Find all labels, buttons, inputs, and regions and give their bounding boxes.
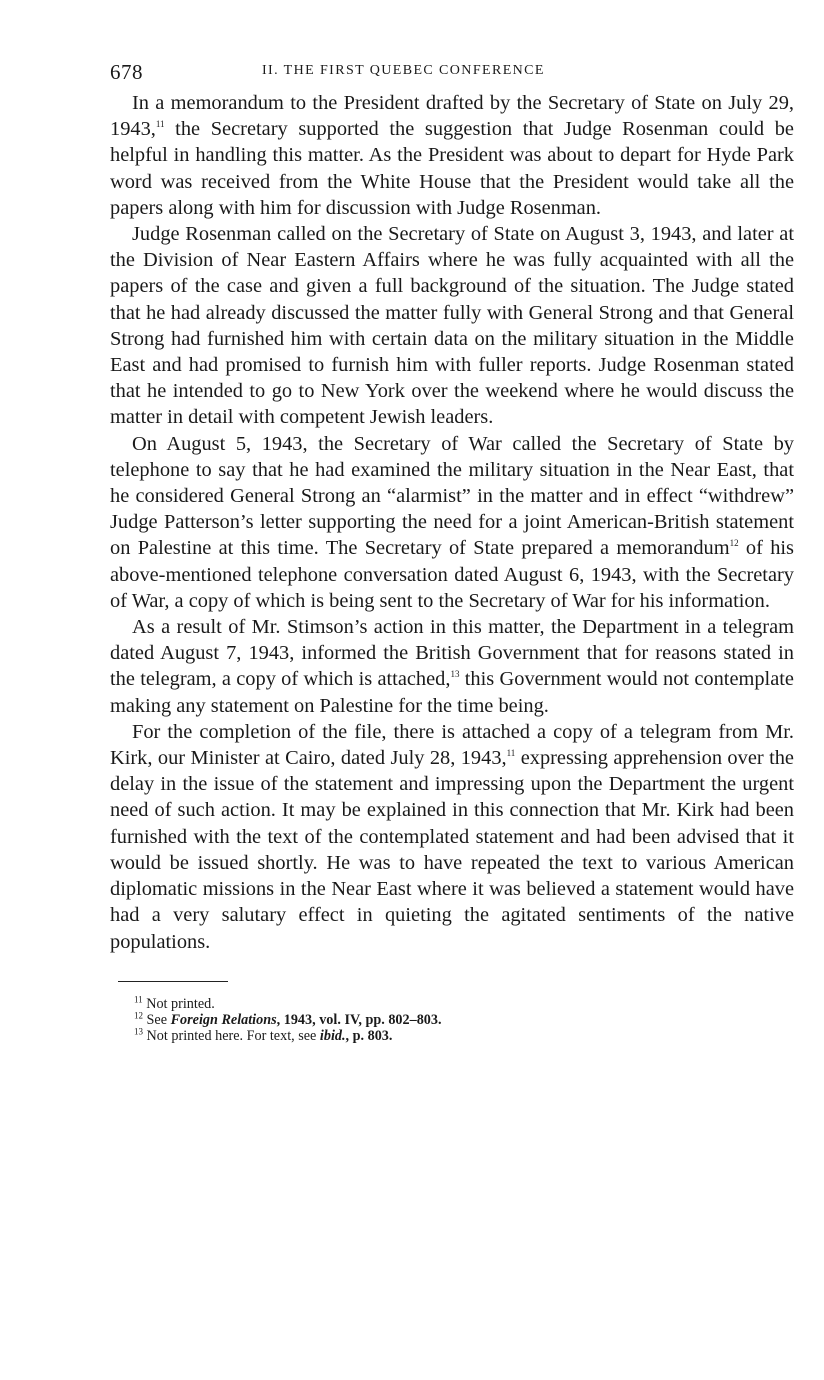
footnote: $^{12}$ See Foreign Relations, 1943, vol. IV, pp. 802–803. [134,1009,442,1028]
page-header [110,56,794,90]
footnote-mark: 12 [134,1009,143,1020]
citation-title: Foreign Relations [170,1011,277,1028]
footnote-ref: 11 [506,748,516,759]
paragraph: In a memorandum to the President drafted by the Secretary of State on July 29, 1943,11 the Secretary supported the suggestion that Judge Rosenman could be helpful in handling this matter. As the President was about to depart for Hyde Park word was received from the White House that the President would take all the papers along with him for discussion with Judge Rosenman. [110,92,794,219]
footnote-ref: 13 [450,669,460,680]
body-text [110,90,794,955]
running-head: II. THE FIRST QUEBEC CONFERENCE [262,63,545,78]
footnote-ref: 11 [155,119,165,130]
paragraph: On August 5, 1943, the Secretary of War called the Secretary of State by telephone to say that he had examined the military situation in the Near East, that he considered General Strong an “alarmist” in the matter and in effect “withdrew” Judge Patterson’s letter supporting the need for a joint American-British statement on Palestine at this time. The Secretary of State prepared a memorandum$^{12}$ of his above-mentioned telephone conversation dated August 6, 1943, with the Secretary of War, a copy of which is being sent to the Secretary of War for his information. [110,432,794,612]
footnote-ref: 12 [729,538,739,549]
footnotes [134,993,794,1044]
paragraph: Judge Rosenman called on the Secretary of State on August 3, 1943, and later at the Division of Near Eastern Affairs where he was fully acquainted with all the papers of the case and given a full background of the situation. The Judge stated that he had already discussed the matter fully with General Strong and that General Strong had furnished him with certain data on the military situation in the Middle East and had promised to furnish him with fuller reports. Judge Rosenman stated that he intended to go to New York over the weekend where he would discuss the matter in detail with competent Jewish leaders. [110,223,794,429]
footnote: $^{13}$ Not printed here. For text, see ibid., p. 803. [134,1025,393,1044]
paragraph: For the completion of the file, there is attached a copy of a telegram from Mr. Kirk, our Minister at Cairo, dated July 28, 1943,11 expressing apprehension over the delay in the issue of the statement and impressing upon the Department the urgent need of such action. It may be explained in this connection that Mr. Kirk had been furnished with the text of the contemplated statement and had been advised that it would be issued shortly. He was to have repeated the text to various American diplomatic missions in the Near East where it was believed a statement would have had a very salutary effect in quieting the agitated sentiments of the native populations. [110,720,794,953]
footnote-divider [118,981,228,982]
footnote: $^{11}$ Not printed. [134,993,215,1012]
footnote-mark: 13 [134,1025,143,1036]
footnote-mark: 11 [134,993,143,1004]
citation-ibid: ibid. [319,1027,346,1044]
page-number: 678 [110,60,143,84]
document-page [110,56,794,1044]
paragraph: As a result of Mr. Stimson’s action in this matter, the Department in a telegram dated August 7, 1943, informed the British Government that for reasons stated in the telegram, a copy of which is attached,$^{13}$ this Government would not contemplate making any statement on Palestine for the time being. [110,616,794,717]
